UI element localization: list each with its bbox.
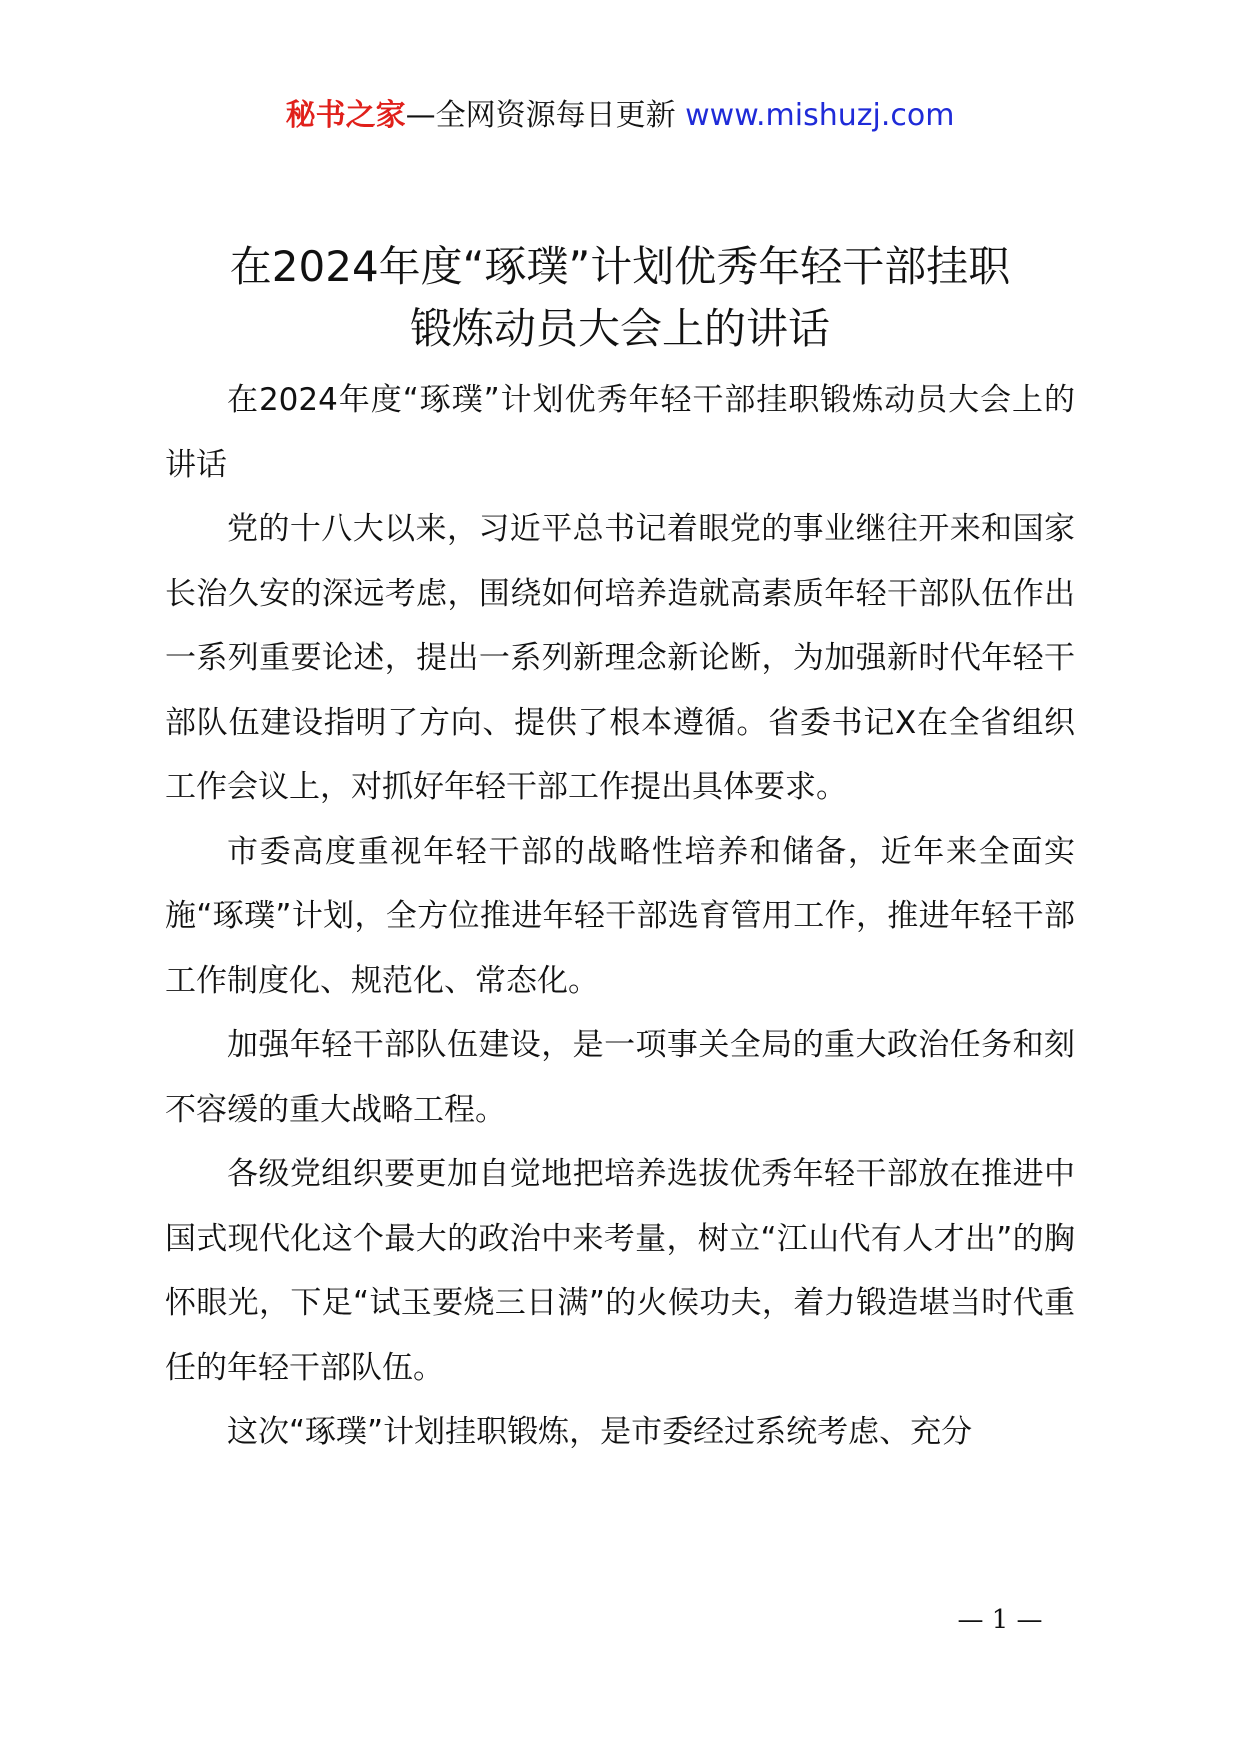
body-paragraph: 这次“琢璞”计划挂职锻炼，是市委经过系统考虑、充分 [227,1414,973,1450]
site-header [0,96,1240,136]
document-title-line-2: 锻炼动员大会上的讲话 [409,304,830,353]
site-tagline: —全网资源每日更新 [405,98,676,133]
body-paragraph: 市委高度重视年轻干部的战略性培养和储备，近年来全面实施“琢璞”计划，全方位推进年轻干部选育管用工作，推进年轻干部工作制度化、规范化、常态化。 [165,833,1075,999]
document-title-line-1: 在2024年度“琢璞”计划优秀年轻干部挂职 [229,242,1011,291]
body-paragraph: 加强年轻干部队伍建设，是一项事关全局的重大政治任务和刻不容缓的重大战略工程。 [165,1027,1075,1128]
page-number: — 1 — [957,1605,1043,1635]
body-paragraph: 党的十八大以来，习近平总书记着眼党的事业继往开来和国家长治久安的深远考虑，围绕如何培养造就高素质年轻干部队伍作出一系列重要论述，提出一系列新理念新论断，为加强新时代年轻干部队伍建设指明了方向、提供了根本遵循。省委书记X在全省组织工作会议上，对抓好年轻干部工作提出具体要求。 [165,511,1075,805]
body-paragraph: 各级党组织要更加自觉地把培养选拔优秀年轻干部放在推进中国式现代化这个最大的政治中来考量，树立“江山代有人才出”的胸怀眼光，下足“试玉要烧三日满”的火候功夫，着力锻造堪当时代重任的年轻干部队伍。 [165,1156,1075,1386]
document-body [165,368,1075,1465]
document-title [120,236,1120,360]
body-paragraph: 在2024年度“琢璞”计划优秀年轻干部挂职锻炼动员大会上的讲话 [165,382,1075,483]
site-url-link[interactable]: www.mishuzj.com [685,98,955,133]
site-name: 秘书之家 [285,98,406,133]
